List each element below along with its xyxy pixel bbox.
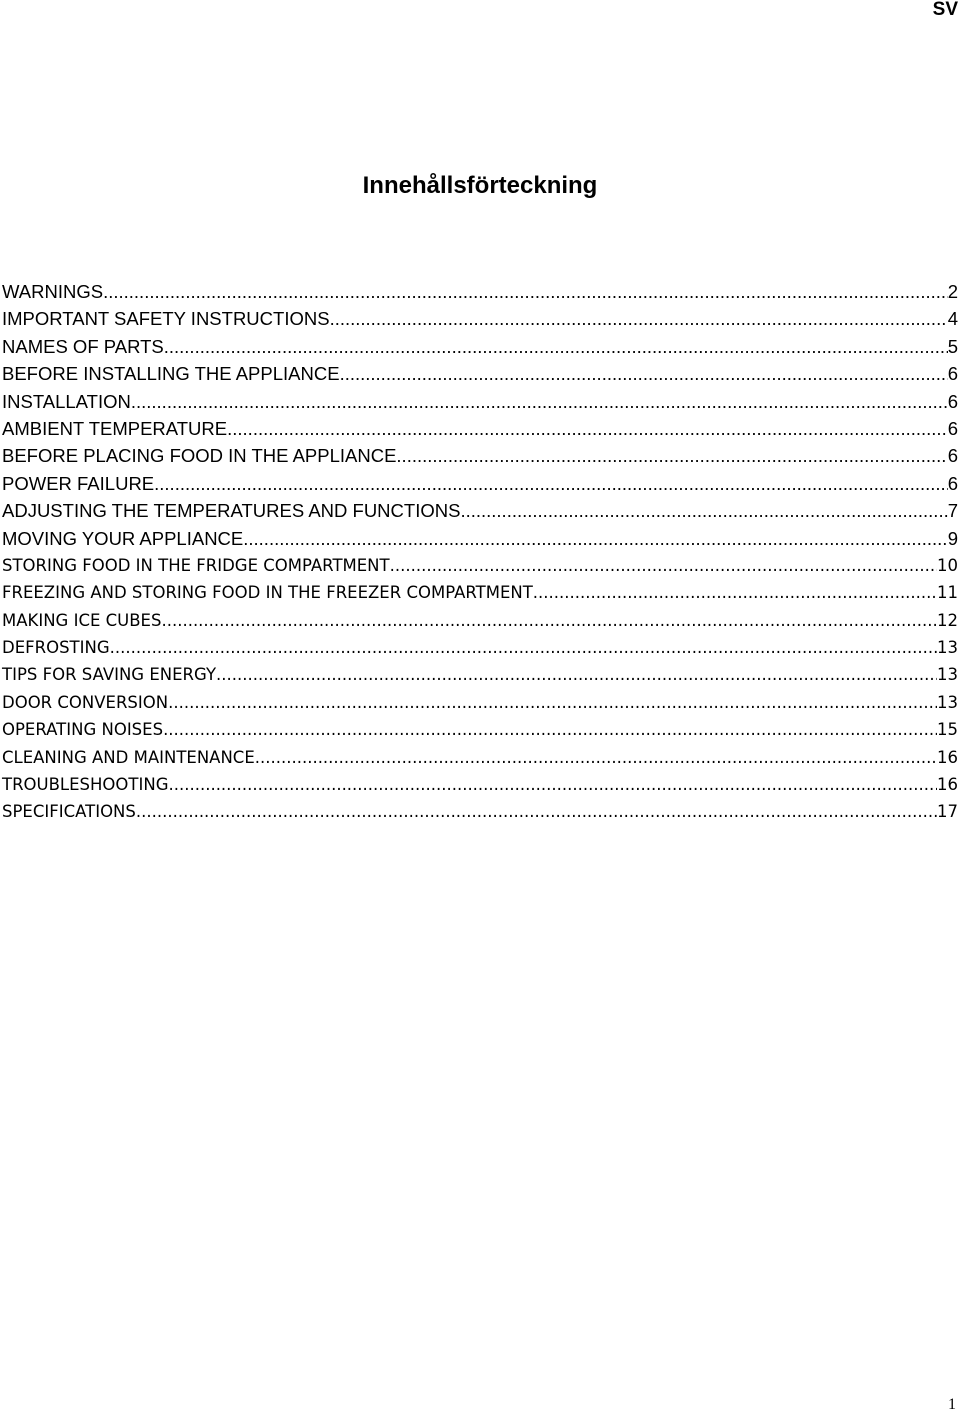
- toc-entry-label: MAKING ICE CUBES: [2, 610, 162, 630]
- toc-dot-leader: [168, 689, 937, 716]
- toc-entry-power-failure[interactable]: [2, 470, 958, 497]
- toc-dot-leader: [340, 360, 948, 387]
- toc-entry-ambient-temperature[interactable]: [2, 415, 958, 442]
- toc-entry-defrosting[interactable]: [2, 634, 958, 661]
- toc-entry-making-ice-cubes[interactable]: [2, 607, 958, 634]
- toc-entry-label: DEFROSTING: [2, 638, 110, 658]
- toc-entry-before-installing[interactable]: [2, 360, 958, 387]
- toc-entry-label: NAMES OF PARTS: [2, 335, 164, 357]
- toc-entry-label: MOVING YOUR APPLIANCE: [2, 527, 244, 549]
- toc-dot-leader: [460, 497, 947, 524]
- table-of-contents: [2, 278, 958, 826]
- toc-dot-leader: [154, 470, 948, 497]
- toc-entry-label: FREEZING AND STORING FOOD IN THE FREEZER COMPARTMENT: [2, 583, 533, 603]
- toc-dot-leader: [396, 442, 947, 469]
- toc-entry-page: 13: [937, 692, 958, 712]
- toc-entry-door-conversion[interactable]: [2, 689, 958, 716]
- toc-entry-page: 6: [947, 417, 958, 439]
- toc-dot-leader: [161, 607, 937, 634]
- toc-entry-page: 17: [937, 802, 958, 822]
- toc-entry-page: 10: [937, 555, 958, 575]
- toc-dot-leader: [110, 634, 937, 661]
- toc-entry-important-safety-instructions[interactable]: [2, 305, 958, 332]
- toc-entry-page: 6: [947, 363, 958, 385]
- toc-entry-page: 13: [937, 638, 958, 658]
- toc-dot-leader: [136, 798, 937, 825]
- toc-dot-leader: [216, 661, 937, 688]
- toc-entry-page: 11: [937, 583, 958, 603]
- toc-entry-warnings[interactable]: [2, 278, 958, 305]
- toc-entry-freezing-storing-food[interactable]: [2, 579, 958, 606]
- toc-entry-label: POWER FAILURE: [2, 472, 155, 494]
- toc-entry-installation[interactable]: [2, 388, 958, 415]
- toc-entry-label: STORING FOOD IN THE FRIDGE COMPARTMENT: [2, 555, 390, 575]
- toc-dot-leader: [243, 525, 947, 552]
- toc-entry-label: TIPS FOR SAVING ENERGY: [2, 665, 217, 685]
- toc-entry-label: AMBIENT TEMPERATURE: [2, 417, 228, 439]
- toc-entry-label: INSTALLATION: [2, 390, 131, 412]
- toc-entry-troubleshooting[interactable]: [2, 771, 958, 798]
- toc-entry-storing-food-fridge[interactable]: [2, 552, 958, 579]
- toc-entry-label: WARNINGS: [2, 281, 104, 302]
- toc-entry-page: 12: [937, 610, 958, 630]
- toc-entry-page: 6: [947, 472, 958, 494]
- toc-entry-operating-noises[interactable]: [2, 716, 958, 743]
- toc-dot-leader: [330, 305, 948, 332]
- toc-entry-page: 5: [947, 335, 958, 357]
- toc-entry-page: 2: [947, 281, 958, 302]
- toc-entry-page: 7: [947, 500, 958, 522]
- toc-dot-leader: [103, 278, 948, 305]
- toc-entry-page: 15: [937, 720, 958, 740]
- toc-entry-page: 13: [937, 665, 958, 685]
- toc-dot-leader: [131, 388, 948, 415]
- toc-entry-page: 9: [947, 527, 958, 549]
- toc-entry-label: CLEANING AND MAINTENANCE: [2, 747, 255, 767]
- toc-dot-leader: [164, 333, 948, 360]
- toc-entry-label: BEFORE PLACING FOOD IN THE APPLIANCE: [2, 445, 397, 467]
- toc-entry-label: SPECIFICATIONS: [2, 802, 136, 822]
- toc-dot-leader: [255, 744, 937, 771]
- toc-entry-label: ADJUSTING THE TEMPERATURES AND FUNCTIONS: [2, 500, 461, 522]
- toc-entry-before-placing-food[interactable]: [2, 442, 958, 469]
- toc-entry-page: 4: [947, 308, 958, 330]
- toc-entry-page: 6: [947, 445, 958, 467]
- toc-entry-moving-appliance[interactable]: [2, 525, 958, 552]
- toc-entry-label: TROUBLESHOOTING: [2, 775, 169, 795]
- toc-entry-names-of-parts[interactable]: [2, 333, 958, 360]
- toc-entry-label: DOOR CONVERSION: [2, 692, 169, 712]
- toc-entry-label: IMPORTANT SAFETY INSTRUCTIONS: [2, 308, 330, 330]
- toc-dot-leader: [168, 771, 937, 798]
- toc-entry-label: OPERATING NOISES: [2, 720, 164, 740]
- toc-dot-leader: [163, 716, 937, 743]
- toc-entry-page: 6: [947, 390, 958, 412]
- toc-dot-leader: [227, 415, 948, 442]
- toc-entry-cleaning-maintenance[interactable]: [2, 744, 958, 771]
- toc-entry-specifications[interactable]: [2, 798, 958, 825]
- toc-entry-adjusting-temperatures[interactable]: [2, 497, 958, 524]
- toc-entry-page: 16: [937, 775, 958, 795]
- toc-dot-leader: [390, 552, 937, 579]
- toc-entry-page: 16: [937, 747, 958, 767]
- language-code: SV: [932, 0, 958, 20]
- toc-dot-leader: [533, 579, 937, 606]
- toc-entry-label: BEFORE INSTALLING THE APPLIANCE: [2, 363, 340, 385]
- page-title: Innehållsförteckning: [362, 172, 598, 199]
- toc-entry-tips-saving-energy[interactable]: [2, 661, 958, 688]
- page-number: 1: [948, 1396, 956, 1413]
